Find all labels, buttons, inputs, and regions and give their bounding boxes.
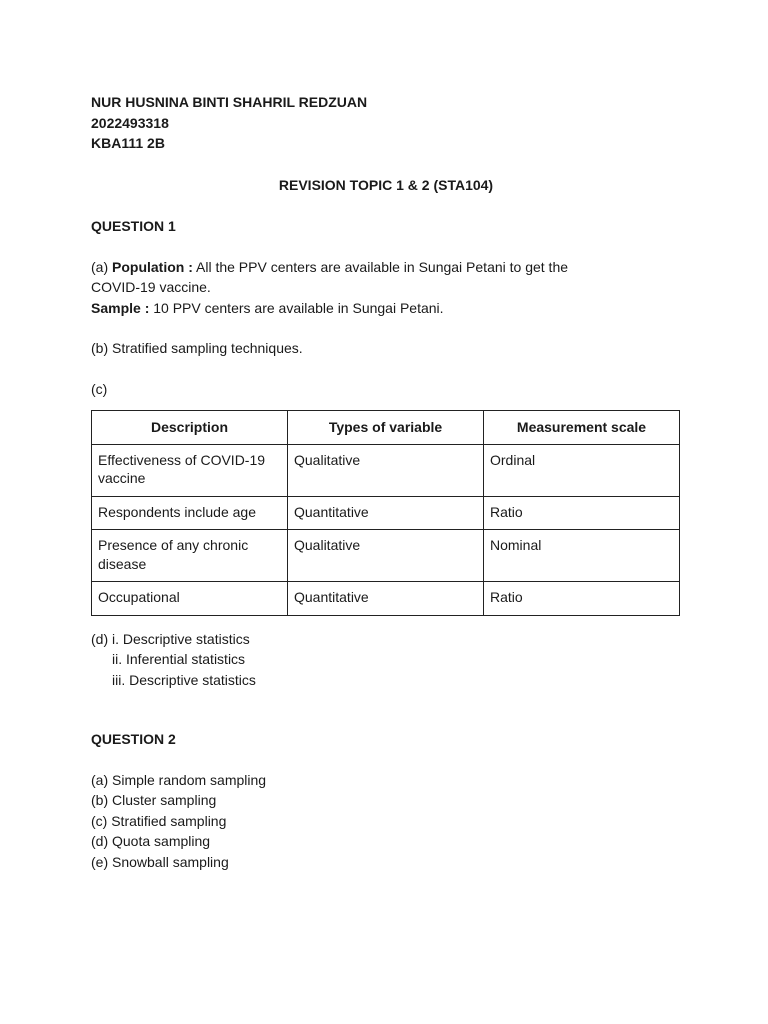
population-line: [91, 257, 681, 278]
sample-label: Sample :: [91, 299, 150, 316]
answer-1d-ii: ii. Inferential statistics: [112, 651, 246, 667]
document-page: [91, 92, 681, 872]
population-label: Population :: [112, 258, 193, 275]
table-row: [92, 444, 680, 496]
answer-1a: [91, 257, 681, 319]
document-title: REVISION TOPIC 1 & 2 (STA104): [278, 176, 494, 193]
column-header-types-of-variable: Types of variable: [288, 411, 484, 445]
population-text: All the PPV centers are available in Sungai Petani to get the: [192, 258, 569, 275]
student-header: [91, 92, 681, 154]
table-cell: Qualitative: [288, 530, 484, 582]
list-item: (b) Cluster sampling: [91, 792, 217, 808]
question-2-answers: [91, 770, 681, 873]
table-cell: Quantitative: [288, 496, 484, 530]
table-cell: Qualitative: [288, 444, 484, 496]
table-cell: Ratio: [484, 582, 680, 616]
table-cell: Ordinal: [484, 444, 680, 496]
table-cell: Ratio: [484, 496, 680, 530]
list-item: (e) Snowball sampling: [91, 853, 229, 870]
list-item: (a) Simple random sampling: [91, 771, 267, 788]
list-item: (d) Quota sampling: [91, 833, 211, 849]
answer-1d-i: (d) i. Descriptive statistics: [91, 630, 250, 647]
sample-text: 10 PPV centers are available in Sungai Petani.: [149, 299, 444, 316]
table-cell: Nominal: [484, 530, 680, 582]
column-header-measurement-scale: Measurement scale: [484, 411, 680, 445]
table-row: [92, 496, 680, 530]
question-1-heading: QUESTION 1: [91, 218, 176, 234]
table-cell: Quantitative: [288, 582, 484, 616]
variables-table: [91, 410, 680, 616]
answer-1d: [91, 629, 681, 691]
column-header-description: Description: [92, 411, 288, 445]
student-name: NUR HUSNINA BINTI SHAHRIL REDZUAN: [91, 94, 368, 110]
table-row: [92, 582, 680, 616]
class-code: KBA111 2B: [91, 135, 165, 151]
answer-1a-prefix: (a): [91, 258, 112, 275]
answer-1b: (b) Stratified sampling techniques.: [91, 340, 303, 356]
table-cell: Effectiveness of COVID-19 vaccine: [92, 444, 288, 496]
answer-1c-label: (c): [91, 380, 108, 397]
question-2-heading: QUESTION 2: [91, 731, 176, 747]
table-cell: Occupational: [92, 582, 288, 616]
table-header-row: [92, 411, 680, 445]
table-row: [92, 530, 680, 582]
list-item: (c) Stratified sampling: [91, 812, 227, 829]
table-cell: Respondents include age: [92, 496, 288, 530]
student-id: 2022493318: [91, 114, 169, 131]
table-cell: Presence of any chronic disease: [92, 530, 288, 582]
population-text-continued: COVID-19 vaccine.: [91, 279, 211, 295]
answer-1d-iii: iii. Descriptive statistics: [112, 671, 256, 688]
sample-line: [91, 298, 681, 319]
